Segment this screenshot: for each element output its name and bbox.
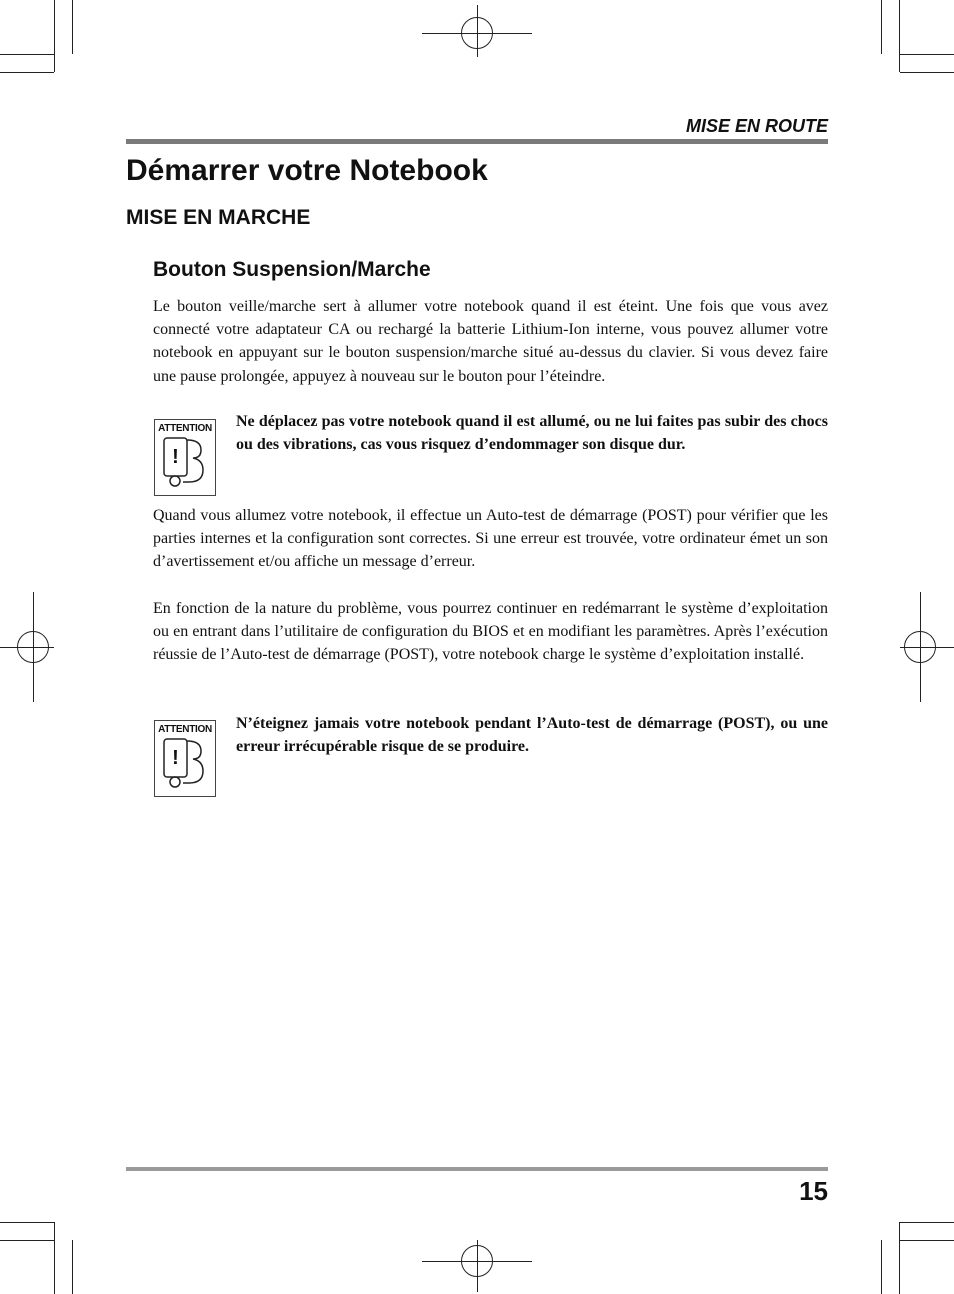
crop-mark bbox=[0, 54, 54, 55]
crop-mark bbox=[72, 0, 73, 54]
attention-hand-icon bbox=[161, 737, 207, 791]
attention-label: ATTENTION bbox=[158, 423, 212, 434]
attention-label: ATTENTION bbox=[158, 724, 212, 735]
svg-text:!: ! bbox=[172, 446, 179, 468]
crop-mark bbox=[899, 1222, 900, 1294]
page-title: Démarrer votre Notebook bbox=[126, 154, 488, 187]
body-paragraph: Quand vous allumez votre notebook, il effectue un Auto-test de démarrage (POST) pour vérifier que les parties internes et la configuration sont correctes. Si une erreur est trouvée, votre ordinateur émet un son d’avertissement et/ou affiche un message d’erreur. bbox=[153, 507, 828, 571]
attention-note: Ne déplacez pas votre notebook quand il est allumé, ou ne lui faites pas subir des chocs ou des vibrations, cas vous risquez d’endommager son disque dur. bbox=[236, 413, 828, 454]
body-paragraph: Le bouton veille/marche sert à allumer votre notebook quand il est éteint. Une fois que vous avez connecté votre adaptateur CA ou rechargé la batterie Lithium-Ion interne, vous pouvez allumer votre notebook en appuyant sur le bouton suspension/marche situé au-dessus du clavier. Si vous devez faire une pause prolongée, appuyez à nouveau sur le bouton pour l’éteindre. bbox=[153, 298, 828, 385]
crop-mark bbox=[881, 1240, 882, 1294]
crop-mark bbox=[54, 0, 55, 72]
crop-mark bbox=[899, 0, 900, 72]
subsection-title: Bouton Suspension/Marche bbox=[153, 258, 431, 281]
crop-mark bbox=[900, 72, 954, 73]
footer-rule bbox=[126, 1167, 828, 1171]
body-paragraph: En fonction de la nature du problème, vous pourrez continuer en redémarrant le système d’exploitation ou en entrant dans l’utilitaire de configuration du BIOS et en modifiant les paramètres. Après l’exécution réussie de l’Auto-test de démarrage (POST), votre notebook charge le système d’exploitation installé. bbox=[153, 600, 828, 664]
crop-mark bbox=[0, 72, 54, 73]
attention-icon bbox=[154, 720, 216, 797]
crop-mark bbox=[900, 1240, 954, 1241]
attention-hand-icon bbox=[161, 436, 207, 490]
running-header: MISE EN ROUTE bbox=[685, 116, 828, 136]
crop-mark bbox=[72, 1240, 73, 1294]
crop-mark bbox=[900, 1222, 954, 1223]
attention-icon bbox=[154, 419, 216, 496]
svg-text:!: ! bbox=[172, 747, 179, 769]
attention-note: N’éteignez jamais votre notebook pendant l’Auto-test de démarrage (POST), ou une erreur irrécupérable risque de se produire. bbox=[236, 715, 828, 756]
section-title: MISE EN MARCHE bbox=[126, 206, 311, 229]
crop-mark bbox=[900, 54, 954, 55]
crop-mark bbox=[54, 1222, 55, 1294]
crop-mark bbox=[0, 1240, 54, 1241]
page-number: 15 bbox=[799, 1176, 828, 1206]
header-rule bbox=[126, 139, 828, 144]
crop-mark bbox=[0, 1222, 54, 1223]
crop-mark bbox=[881, 0, 882, 54]
